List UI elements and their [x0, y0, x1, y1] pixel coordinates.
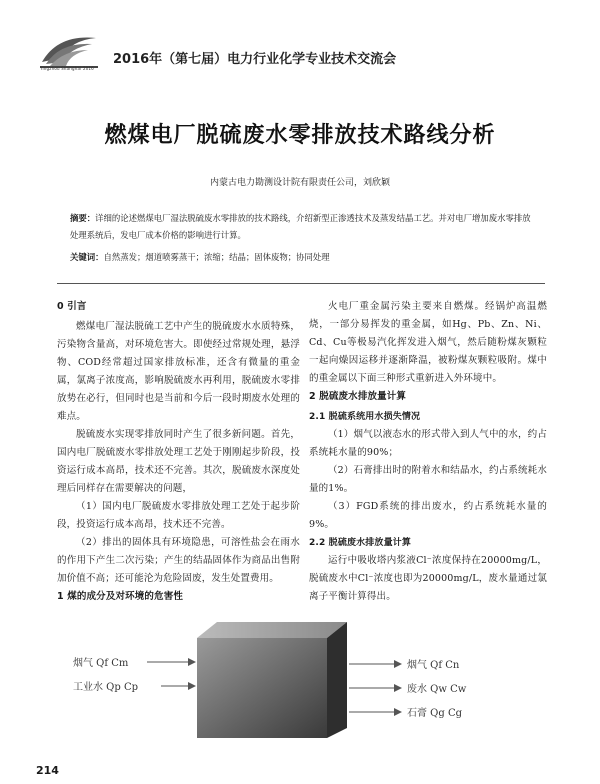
keywords-label: 关键词：	[70, 252, 104, 262]
list-item: （1）烟气以液态水的形式带入到人气中的水，约占系统耗水量的90%；	[309, 429, 547, 458]
box-top	[197, 622, 347, 638]
output-flue-gas-label: 烟气 Qf Cn	[407, 660, 460, 671]
mass-balance-figure	[57, 620, 547, 740]
list-item: （2）石膏排出时的附着水和结晶水，约占系统耗水量的1%。	[309, 465, 547, 494]
page-header	[0, 0, 600, 80]
keywords	[70, 250, 532, 264]
paragraph: 脱硫废水实现零排放同时产生了很多新问题。首先，国内电厂脱硫废水零排放处理工艺处于刚刚起步阶段，投资运行成本高昂，技术还不完善。其次，脱硫废水深度处理后同样存在需要解决的问题，	[57, 429, 300, 494]
paragraph: 燃煤电厂湿法脱硫工艺中产生的脱硫废水水质特殊，污染物含量高，对环境危害大。即使经过常规处理，悬浮物、COD经常超过国家排放标准，还含有微量的重金属，氯离子浓度高，影响脱硫废水再利用，脱硫废水零排放势在必行，但同时也是当前和今后一段时期废水处理的难点。	[57, 321, 300, 422]
paragraph: （2）排出的固体具有环境隐患，可溶性盐会在雨水的作用下产生二次污染；产生的结晶固体作为商品出售附加价值不高；还可能沦为危险固废，发生处置费用。	[57, 537, 300, 584]
input-process-water-label: 工业水 Qp Cp	[73, 682, 139, 693]
heading-section-2-2: 2.2 脱硫废水排放量计算	[309, 538, 412, 548]
heading-section-2: 2 脱硫废水排放量计算	[309, 391, 407, 402]
right-column	[309, 298, 547, 606]
keywords-text: 自然蒸发；烟道喷雾蒸干；浓缩；结晶；固体废物；协同处理	[103, 252, 330, 262]
page-number: 214	[36, 764, 59, 777]
logo-caption: Yingzhou Shanghai 2016	[40, 66, 94, 71]
output-gypsum-label: 石膏 Qg Cg	[407, 708, 463, 719]
mass-balance-diagram	[57, 620, 547, 740]
input-flue-gas-label: 烟气 Qf Cm	[73, 658, 129, 669]
paper-authors: 内蒙古电力勘测设计院有限责任公司，刘欣颖	[209, 178, 390, 188]
paragraph: （1）国内电厂脱硫废水零排放处理工艺处于起步阶段，投资运行成本高昂，技术还不完善。	[57, 501, 300, 530]
box-side	[327, 622, 347, 738]
output-waste-water-label: 废水 Qw Cw	[407, 684, 467, 695]
heading-introduction: 0 引言	[57, 301, 87, 312]
heading-section-2-1: 2.1 脱硫系统用水损失情况	[309, 412, 421, 422]
box-front	[197, 638, 327, 738]
heading-section-1: 1 煤的成分及对环境的危害性	[57, 591, 184, 602]
paragraph: 运行中吸收塔内浆液Cl⁻浓度保持在20000mg/L，脱硫废水中Cl⁻浓度也即为20000mg/L，废水量通过氯离子平衡计算得出。	[309, 555, 547, 602]
abstract	[70, 210, 532, 244]
divider	[57, 283, 545, 284]
abstract-text: 详细的论述燃煤电厂湿法脱硫废水零排放的技术路线，介绍新型正渗透技术及蒸发结晶工艺。并对电厂增加废水零排放处理系统后，发电厂成本价格的影响进行计算。	[70, 213, 531, 240]
conference-title: 2016年（第七届）电力行业化学专业技术交流会	[113, 52, 397, 67]
abstract-label: 摘要：	[70, 213, 96, 223]
list-item: （3）FGD系统的排出废水，约占系统耗水量的9%。	[309, 501, 547, 530]
left-column	[57, 298, 300, 608]
paper-title: 燃煤电厂脱硫废水零排放技术路线分析	[104, 123, 496, 148]
paragraph: 火电厂重金属污染主要来自燃煤。经锅炉高温燃烧，一部分易挥发的重金属，如Hg、Pb、Zn、Ni、Cd、Cu等极易汽化挥发进入烟气，然后随粉煤灰颗粒一起向燥因运移并逐渐降温，被粉煤灰颗粒吸附。煤中的重金属以下面三种形式重新进入外环境中。	[309, 301, 547, 384]
